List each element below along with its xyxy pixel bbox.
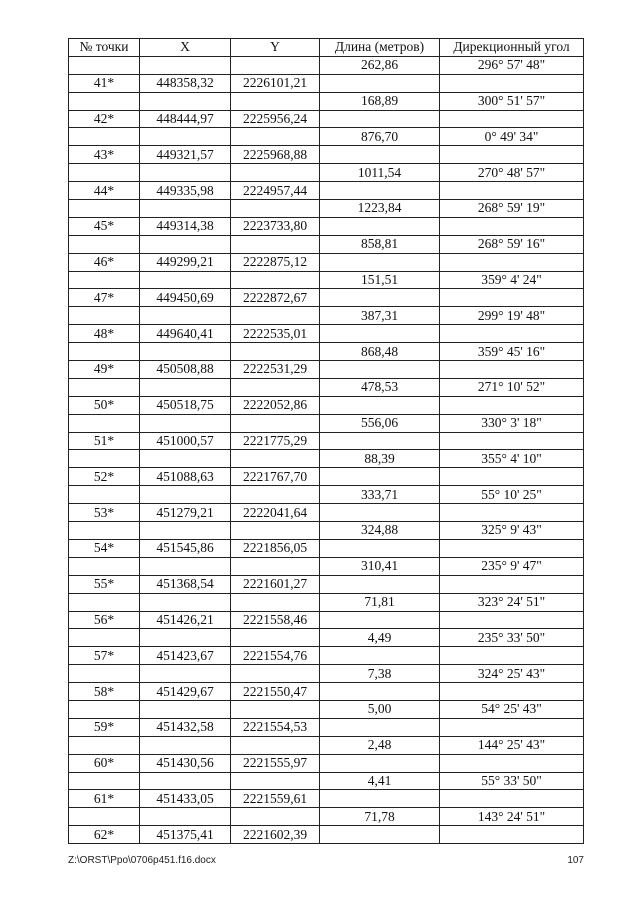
footer-file-path: Z:\ORST\Ppo\0706p451.f16.docx	[68, 855, 216, 866]
angle-cell	[440, 325, 584, 343]
length-cell: 1011,54	[320, 164, 440, 182]
angle-cell: 268° 59' 19"	[440, 200, 584, 218]
point-number-cell	[69, 700, 140, 718]
length-cell	[320, 74, 440, 92]
point-number-cell	[69, 772, 140, 790]
length-cell: 4,49	[320, 629, 440, 647]
angle-cell: 299° 19' 48"	[440, 307, 584, 325]
point-number-cell	[69, 557, 140, 575]
angle-cell: 271° 10' 52"	[440, 378, 584, 396]
point-number-cell: 51*	[69, 432, 140, 450]
x-cell	[140, 629, 231, 647]
point-number-cell: 47*	[69, 289, 140, 307]
segment-row	[69, 92, 584, 110]
coordinates-table	[68, 38, 584, 844]
length-cell: 310,41	[320, 557, 440, 575]
x-cell	[140, 772, 231, 790]
angle-cell	[440, 683, 584, 701]
x-cell	[140, 557, 231, 575]
segment-row	[69, 557, 584, 575]
y-cell	[231, 128, 320, 146]
angle-cell: 324° 25' 43"	[440, 665, 584, 683]
length-cell	[320, 217, 440, 235]
angle-cell: 268° 59' 16"	[440, 235, 584, 253]
y-cell	[231, 450, 320, 468]
y-cell	[231, 200, 320, 218]
angle-cell: 0° 49' 34"	[440, 128, 584, 146]
point-number-cell: 52*	[69, 468, 140, 486]
length-cell	[320, 182, 440, 200]
angle-cell: 300° 51' 57"	[440, 92, 584, 110]
length-cell: 71,78	[320, 808, 440, 826]
point-row	[69, 432, 584, 450]
point-number-cell: 58*	[69, 683, 140, 701]
point-row	[69, 504, 584, 522]
point-row	[69, 718, 584, 736]
length-cell: 868,48	[320, 343, 440, 361]
length-cell: 858,81	[320, 235, 440, 253]
y-cell: 2222535,01	[231, 325, 320, 343]
y-cell	[231, 271, 320, 289]
point-row	[69, 253, 584, 271]
point-number-cell: 53*	[69, 504, 140, 522]
length-cell	[320, 325, 440, 343]
segment-row	[69, 700, 584, 718]
length-cell	[320, 683, 440, 701]
segment-row	[69, 200, 584, 218]
x-cell	[140, 450, 231, 468]
length-cell: 324,88	[320, 522, 440, 540]
angle-cell	[440, 110, 584, 128]
angle-cell: 143° 24' 51"	[440, 808, 584, 826]
y-cell: 2221559,61	[231, 790, 320, 808]
point-row	[69, 539, 584, 557]
angle-cell	[440, 289, 584, 307]
point-number-cell: 48*	[69, 325, 140, 343]
x-cell: 449321,57	[140, 146, 231, 164]
x-cell: 451433,05	[140, 790, 231, 808]
y-cell: 2221602,39	[231, 826, 320, 844]
point-row	[69, 396, 584, 414]
angle-cell: 270° 48' 57"	[440, 164, 584, 182]
length-cell: 1223,84	[320, 200, 440, 218]
segment-row	[69, 629, 584, 647]
segment-row	[69, 164, 584, 182]
angle-cell: 359° 4' 24"	[440, 271, 584, 289]
y-cell	[231, 629, 320, 647]
y-cell	[231, 736, 320, 754]
point-number-cell	[69, 629, 140, 647]
angle-cell	[440, 253, 584, 271]
point-number-cell	[69, 593, 140, 611]
y-cell	[231, 92, 320, 110]
angle-cell	[440, 217, 584, 235]
point-row	[69, 74, 584, 92]
length-cell	[320, 790, 440, 808]
length-cell: 387,31	[320, 307, 440, 325]
point-number-cell: 46*	[69, 253, 140, 271]
point-row	[69, 110, 584, 128]
y-cell: 2224957,44	[231, 182, 320, 200]
y-cell: 2222531,29	[231, 361, 320, 379]
length-cell	[320, 575, 440, 593]
length-cell	[320, 468, 440, 486]
segment-row	[69, 450, 584, 468]
length-cell: 556,06	[320, 414, 440, 432]
length-cell: 5,00	[320, 700, 440, 718]
point-number-cell	[69, 271, 140, 289]
x-cell	[140, 736, 231, 754]
x-cell: 449450,69	[140, 289, 231, 307]
header-direction-angle: Дирекционный угол	[440, 39, 584, 57]
y-cell: 2225968,88	[231, 146, 320, 164]
length-cell	[320, 504, 440, 522]
table-header-row	[69, 39, 584, 57]
y-cell	[231, 235, 320, 253]
x-cell	[140, 164, 231, 182]
segment-row	[69, 271, 584, 289]
x-cell	[140, 307, 231, 325]
point-number-cell	[69, 808, 140, 826]
point-row	[69, 182, 584, 200]
y-cell: 2222041,64	[231, 504, 320, 522]
angle-cell	[440, 396, 584, 414]
segment-row	[69, 736, 584, 754]
angle-cell: 55° 10' 25"	[440, 486, 584, 504]
length-cell: 262,86	[320, 56, 440, 74]
x-cell	[140, 271, 231, 289]
point-number-cell: 59*	[69, 718, 140, 736]
segment-row	[69, 414, 584, 432]
x-cell	[140, 200, 231, 218]
length-cell	[320, 361, 440, 379]
header-point-number: № точки	[69, 39, 140, 57]
length-cell	[320, 826, 440, 844]
point-number-cell	[69, 56, 140, 74]
y-cell	[231, 522, 320, 540]
angle-cell	[440, 74, 584, 92]
y-cell	[231, 414, 320, 432]
x-cell: 450518,75	[140, 396, 231, 414]
angle-cell: 235° 33' 50"	[440, 629, 584, 647]
x-cell	[140, 486, 231, 504]
x-cell: 451545,86	[140, 539, 231, 557]
y-cell: 2222052,86	[231, 396, 320, 414]
y-cell: 2221767,70	[231, 468, 320, 486]
angle-cell: 359° 45' 16"	[440, 343, 584, 361]
angle-cell	[440, 182, 584, 200]
point-row	[69, 826, 584, 844]
x-cell: 451000,57	[140, 432, 231, 450]
x-cell	[140, 522, 231, 540]
angle-cell: 55° 33' 50"	[440, 772, 584, 790]
y-cell	[231, 665, 320, 683]
x-cell: 451088,63	[140, 468, 231, 486]
point-number-cell: 57*	[69, 647, 140, 665]
y-cell: 2222875,12	[231, 253, 320, 271]
angle-cell: 54° 25' 43"	[440, 700, 584, 718]
angle-cell	[440, 790, 584, 808]
segment-row	[69, 593, 584, 611]
length-cell: 88,39	[320, 450, 440, 468]
point-number-cell	[69, 522, 140, 540]
length-cell: 71,81	[320, 593, 440, 611]
y-cell	[231, 164, 320, 182]
x-cell: 448444,97	[140, 110, 231, 128]
y-cell: 2221555,97	[231, 754, 320, 772]
x-cell: 451368,54	[140, 575, 231, 593]
point-number-cell	[69, 665, 140, 683]
point-row	[69, 289, 584, 307]
length-cell	[320, 146, 440, 164]
y-cell	[231, 808, 320, 826]
footer-page-number: 107	[567, 855, 584, 866]
y-cell: 2221554,76	[231, 647, 320, 665]
segment-row	[69, 56, 584, 74]
x-cell: 449299,21	[140, 253, 231, 271]
length-cell	[320, 611, 440, 629]
y-cell	[231, 557, 320, 575]
segment-row	[69, 128, 584, 146]
point-number-cell	[69, 343, 140, 361]
x-cell: 451423,67	[140, 647, 231, 665]
angle-cell	[440, 361, 584, 379]
x-cell: 451426,21	[140, 611, 231, 629]
angle-cell	[440, 468, 584, 486]
segment-row	[69, 235, 584, 253]
point-number-cell: 43*	[69, 146, 140, 164]
x-cell: 450508,88	[140, 361, 231, 379]
point-number-cell: 62*	[69, 826, 140, 844]
length-cell	[320, 253, 440, 271]
header-length: Длина (метров)	[320, 39, 440, 57]
point-row	[69, 217, 584, 235]
point-number-cell	[69, 736, 140, 754]
point-number-cell	[69, 414, 140, 432]
segment-row	[69, 378, 584, 396]
segment-row	[69, 486, 584, 504]
table-body	[69, 56, 584, 843]
length-cell	[320, 432, 440, 450]
angle-cell: 330° 3' 18"	[440, 414, 584, 432]
y-cell: 2221775,29	[231, 432, 320, 450]
angle-cell	[440, 718, 584, 736]
y-cell: 2222872,67	[231, 289, 320, 307]
point-row	[69, 575, 584, 593]
x-cell	[140, 665, 231, 683]
angle-cell	[440, 826, 584, 844]
y-cell: 2225956,24	[231, 110, 320, 128]
y-cell	[231, 772, 320, 790]
x-cell	[140, 128, 231, 146]
point-number-cell: 45*	[69, 217, 140, 235]
x-cell	[140, 593, 231, 611]
point-number-cell: 41*	[69, 74, 140, 92]
point-row	[69, 325, 584, 343]
x-cell	[140, 343, 231, 361]
length-cell: 876,70	[320, 128, 440, 146]
y-cell	[231, 343, 320, 361]
angle-cell	[440, 146, 584, 164]
angle-cell	[440, 754, 584, 772]
length-cell: 333,71	[320, 486, 440, 504]
point-number-cell: 54*	[69, 539, 140, 557]
segment-row	[69, 522, 584, 540]
y-cell	[231, 700, 320, 718]
length-cell	[320, 289, 440, 307]
length-cell: 168,89	[320, 92, 440, 110]
point-number-cell: 42*	[69, 110, 140, 128]
segment-row	[69, 307, 584, 325]
point-row	[69, 468, 584, 486]
y-cell: 2221558,46	[231, 611, 320, 629]
x-cell	[140, 414, 231, 432]
point-number-cell	[69, 450, 140, 468]
angle-cell	[440, 539, 584, 557]
point-row	[69, 683, 584, 701]
y-cell: 2223733,80	[231, 217, 320, 235]
point-number-cell: 55*	[69, 575, 140, 593]
y-cell	[231, 378, 320, 396]
length-cell	[320, 539, 440, 557]
angle-cell: 355° 4' 10"	[440, 450, 584, 468]
angle-cell: 235° 9' 47"	[440, 557, 584, 575]
point-row	[69, 146, 584, 164]
x-cell: 451279,21	[140, 504, 231, 522]
length-cell: 7,38	[320, 665, 440, 683]
point-row	[69, 754, 584, 772]
point-row	[69, 790, 584, 808]
point-number-cell: 61*	[69, 790, 140, 808]
y-cell: 2221856,05	[231, 539, 320, 557]
point-number-cell	[69, 235, 140, 253]
segment-row	[69, 772, 584, 790]
point-number-cell	[69, 378, 140, 396]
length-cell	[320, 647, 440, 665]
point-row	[69, 361, 584, 379]
x-cell: 449640,41	[140, 325, 231, 343]
point-number-cell	[69, 92, 140, 110]
point-number-cell	[69, 486, 140, 504]
point-number-cell	[69, 164, 140, 182]
segment-row	[69, 343, 584, 361]
point-number-cell: 56*	[69, 611, 140, 629]
x-cell	[140, 700, 231, 718]
point-number-cell: 60*	[69, 754, 140, 772]
point-number-cell	[69, 200, 140, 218]
point-row	[69, 647, 584, 665]
angle-cell: 325° 9' 43"	[440, 522, 584, 540]
angle-cell: 323° 24' 51"	[440, 593, 584, 611]
angle-cell	[440, 647, 584, 665]
point-number-cell	[69, 128, 140, 146]
angle-cell	[440, 504, 584, 522]
x-cell	[140, 808, 231, 826]
y-cell	[231, 56, 320, 74]
point-number-cell: 50*	[69, 396, 140, 414]
x-cell	[140, 92, 231, 110]
segment-row	[69, 665, 584, 683]
header-y: Y	[231, 39, 320, 57]
x-cell	[140, 235, 231, 253]
x-cell: 449335,98	[140, 182, 231, 200]
segment-row	[69, 808, 584, 826]
length-cell	[320, 754, 440, 772]
y-cell: 2226101,21	[231, 74, 320, 92]
length-cell: 151,51	[320, 271, 440, 289]
y-cell	[231, 593, 320, 611]
y-cell: 2221554,53	[231, 718, 320, 736]
length-cell	[320, 718, 440, 736]
angle-cell	[440, 432, 584, 450]
header-x: X	[140, 39, 231, 57]
length-cell	[320, 396, 440, 414]
length-cell: 4,41	[320, 772, 440, 790]
y-cell: 2221550,47	[231, 683, 320, 701]
x-cell: 451375,41	[140, 826, 231, 844]
point-number-cell	[69, 307, 140, 325]
length-cell: 2,48	[320, 736, 440, 754]
length-cell	[320, 110, 440, 128]
angle-cell: 144° 25' 43"	[440, 736, 584, 754]
y-cell: 2221601,27	[231, 575, 320, 593]
x-cell	[140, 56, 231, 74]
angle-cell: 296° 57' 48"	[440, 56, 584, 74]
x-cell: 449314,38	[140, 217, 231, 235]
y-cell	[231, 307, 320, 325]
y-cell	[231, 486, 320, 504]
x-cell: 451430,56	[140, 754, 231, 772]
point-number-cell: 49*	[69, 361, 140, 379]
x-cell: 451429,67	[140, 683, 231, 701]
angle-cell	[440, 575, 584, 593]
length-cell: 478,53	[320, 378, 440, 396]
x-cell: 448358,32	[140, 74, 231, 92]
point-row	[69, 611, 584, 629]
x-cell	[140, 378, 231, 396]
x-cell: 451432,58	[140, 718, 231, 736]
angle-cell	[440, 611, 584, 629]
point-number-cell: 44*	[69, 182, 140, 200]
